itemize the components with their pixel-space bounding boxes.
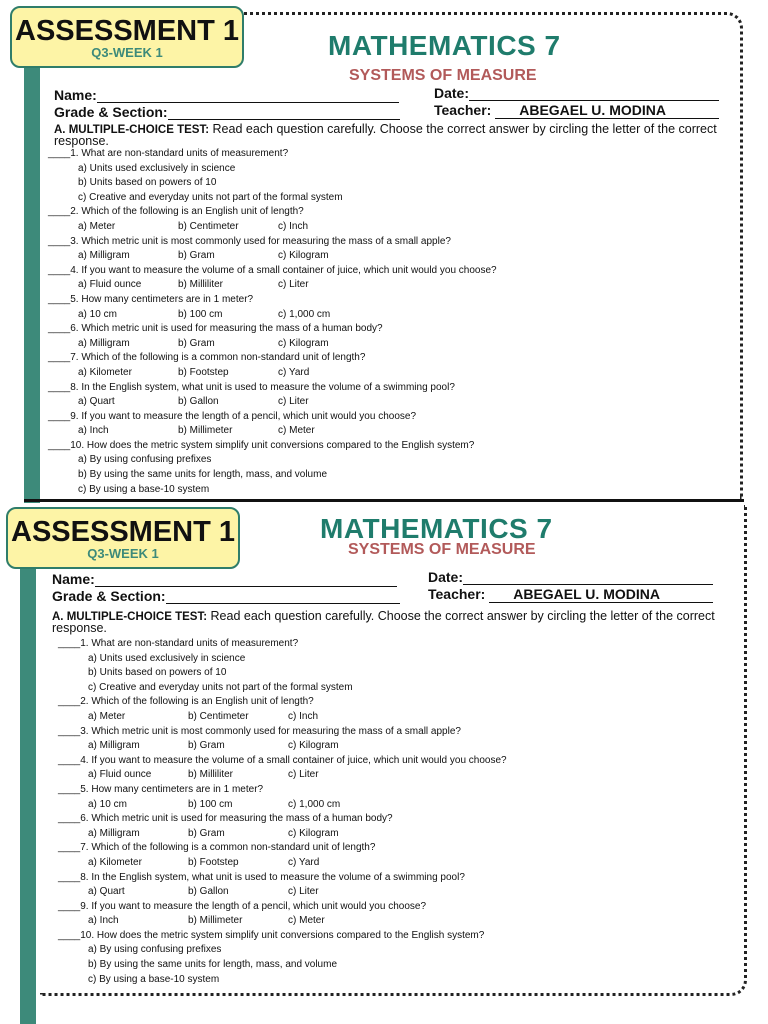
q2-option-a[interactable]: a) Meter: [78, 220, 116, 232]
question-3: ____3. Which metric unit is most commonly used for measuring the mass of a small apple?: [58, 725, 461, 737]
q5-option-b[interactable]: b) 100 cm: [188, 798, 233, 810]
q7-option-a[interactable]: a) Kilometer: [88, 856, 142, 868]
instructions-text: Read each question carefully. Choose the correct answer by circling the letter of the correct response.: [54, 122, 717, 148]
q2-option-a[interactable]: a) Meter: [88, 710, 126, 722]
q2-option-b[interactable]: b) Centimeter: [188, 710, 249, 722]
q10-option-c[interactable]: c) By using a base-10 system: [78, 483, 210, 495]
q10-option-a[interactable]: a) By using confusing prefixes: [88, 944, 222, 956]
q4-options: [58, 768, 507, 783]
q7-option-c[interactable]: c) Yard: [278, 366, 310, 378]
q9-option-b[interactable]: b) Millimeter: [178, 425, 233, 437]
q8-option-b[interactable]: b) Gallon: [178, 396, 219, 408]
date-label: Date:: [428, 569, 464, 585]
q5-option-c[interactable]: c) 1,000 cm: [288, 798, 341, 810]
assessment-badge: [10, 6, 244, 68]
topic-title: SYSTEMS OF MEASURE: [348, 541, 536, 558]
teacher-value: ABEGAEL U. MODINA: [489, 586, 713, 603]
q6-option-a[interactable]: a) Milligram: [78, 337, 130, 349]
teacher-label: Teacher:: [434, 102, 492, 118]
question-8: ____8. In the English system, what unit is used to measure the volume of a swimming pool?: [48, 381, 455, 393]
badge-subtitle: Q3-WEEK 1: [91, 45, 163, 60]
question-1: ____1. What are non-standard units of measurement?: [48, 148, 289, 159]
instructions-text: Read each question carefully. Choose the correct answer by circling the letter of the correct response.: [52, 609, 715, 635]
question-5: ____5. How many centimeters are in 1 meter?: [48, 293, 254, 305]
question-10: ____10. How does the metric system simplify unit conversions compared to the English system?: [48, 439, 475, 451]
q4-option-a[interactable]: a) Fluid ounce: [78, 279, 142, 291]
q1-option-a[interactable]: a) Units used exclusively in science: [88, 652, 246, 664]
q7-option-b[interactable]: b) Footstep: [178, 366, 229, 378]
worksheet-bottom: [0, 505, 768, 1024]
question-2: ____2. Which of the following is an English unit of length?: [48, 206, 304, 218]
q3-options: [58, 739, 507, 754]
q9-option-b[interactable]: b) Millimeter: [188, 915, 243, 927]
q2-option-b[interactable]: b) Centimeter: [178, 220, 239, 232]
q3-options: [48, 249, 497, 264]
subject-title: MATHEMATICS 7: [320, 513, 553, 544]
question-9: ____9. If you want to measure the length of a pencil, which unit would you choose?: [58, 900, 427, 912]
date-field[interactable]: [434, 85, 719, 101]
instructions-heading: A. MULTIPLE-CHOICE TEST:: [54, 124, 210, 136]
q3-option-b[interactable]: b) Gram: [188, 740, 225, 752]
question-6: ____6. Which metric unit is used for measuring the mass of a human body?: [48, 323, 383, 335]
q10-option-c[interactable]: c) By using a base-10 system: [88, 973, 220, 985]
q8-option-a[interactable]: a) Quart: [78, 396, 115, 408]
q5-option-a[interactable]: a) 10 cm: [88, 798, 127, 810]
question-4: ____4. If you want to measure the volume of a small container of juice, which unit would you choose?: [48, 264, 497, 276]
question-4: ____4. If you want to measure the volume of a small container of juice, which unit would you choose?: [58, 754, 507, 766]
q1-option-b[interactable]: b) Units based on powers of 10: [78, 177, 217, 189]
question-10: ____10. How does the metric system simplify unit conversions compared to the English system?: [58, 929, 485, 941]
q8-options: [48, 395, 497, 410]
q4-option-a[interactable]: a) Fluid ounce: [88, 769, 152, 781]
q8-option-b[interactable]: b) Gallon: [188, 886, 229, 898]
q9-option-c[interactable]: c) Meter: [278, 425, 315, 437]
grade-label: Grade & Section:: [52, 588, 166, 604]
question-5: ____5. How many centimeters are in 1 meter?: [58, 783, 264, 795]
q4-option-c[interactable]: c) Liter: [278, 279, 309, 291]
q8-option-c[interactable]: c) Liter: [278, 396, 309, 408]
grade-field[interactable]: [52, 588, 400, 604]
q1-option-b[interactable]: b) Units based on powers of 10: [88, 667, 227, 679]
teacher-field: [434, 102, 719, 119]
topic-title: SYSTEMS OF MEASURE: [349, 67, 537, 84]
q5-options: [48, 308, 497, 323]
question-7: ____7. Which of the following is a common non-standard unit of length?: [48, 352, 366, 364]
badge-title: ASSESSMENT 1: [15, 15, 239, 47]
q7-option-b[interactable]: b) Footstep: [188, 856, 239, 868]
q5-option-b[interactable]: b) 100 cm: [178, 308, 223, 320]
q9-options: [58, 914, 507, 929]
side-bar: [20, 545, 36, 1024]
q9-option-c[interactable]: c) Meter: [288, 915, 325, 927]
question-8: ____8. In the English system, what unit is used to measure the volume of a swimming pool?: [58, 871, 465, 883]
q7-options: [58, 856, 507, 871]
q9-option-a[interactable]: a) Inch: [78, 425, 109, 437]
q6-option-c[interactable]: c) Kilogram: [278, 337, 329, 349]
instructions-heading: A. MULTIPLE-CHOICE TEST:: [52, 611, 208, 623]
q7-option-a[interactable]: a) Kilometer: [78, 366, 132, 378]
q8-option-a[interactable]: a) Quart: [88, 886, 125, 898]
question-2: ____2. Which of the following is an English unit of length?: [58, 696, 314, 708]
q4-option-b[interactable]: b) Milliliter: [188, 769, 233, 781]
q5-option-c[interactable]: c) 1,000 cm: [278, 308, 331, 320]
instructions: [54, 124, 734, 147]
grade-label: Grade & Section:: [54, 104, 168, 120]
name-field[interactable]: [52, 571, 397, 587]
q4-option-b[interactable]: b) Milliliter: [178, 279, 223, 291]
q5-option-a[interactable]: a) 10 cm: [78, 308, 117, 320]
question-list: [48, 147, 497, 497]
q5-options: [58, 798, 507, 813]
question-9: ____9. If you want to measure the length of a pencil, which unit would you choose?: [48, 410, 417, 422]
question-list: [58, 637, 507, 987]
q3-option-a[interactable]: a) Milligram: [78, 250, 130, 262]
q6-option-a[interactable]: a) Milligram: [88, 827, 140, 839]
question-1: ____1. What are non-standard units of measurement?: [58, 638, 299, 649]
q10-option-a[interactable]: a) By using confusing prefixes: [78, 454, 212, 466]
worksheet-top: [0, 0, 768, 505]
side-bar: [24, 48, 40, 503]
q4-option-c[interactable]: c) Liter: [288, 769, 319, 781]
q8-option-c[interactable]: c) Liter: [288, 886, 319, 898]
subject-title: MATHEMATICS 7: [328, 30, 561, 61]
question-3: ____3. Which metric unit is most commonly used for measuring the mass of a small apple?: [48, 235, 451, 247]
q8-options: [58, 885, 507, 900]
q3-option-b[interactable]: b) Gram: [178, 250, 215, 262]
q2-option-c[interactable]: c) Inch: [278, 220, 309, 232]
q9-options: [48, 424, 497, 439]
badge-subtitle: Q3-WEEK 1: [87, 546, 159, 561]
q1-option-c[interactable]: c) Creative and everyday units not part of the formal system: [78, 191, 343, 203]
q1-option-a[interactable]: a) Units used exclusively in science: [78, 162, 236, 174]
q6-options: [48, 337, 497, 352]
q10-option-b[interactable]: b) By using the same units for length, mass, and volume: [78, 469, 328, 481]
q6-options: [58, 827, 507, 842]
q6-option-b[interactable]: b) Gram: [178, 337, 215, 349]
assessment-badge: [6, 507, 240, 569]
q7-option-c[interactable]: c) Yard: [288, 856, 320, 868]
q3-option-c[interactable]: c) Kilogram: [288, 740, 339, 752]
q6-option-b[interactable]: b) Gram: [188, 827, 225, 839]
date-label: Date:: [434, 85, 470, 101]
teacher-label: Teacher:: [428, 586, 486, 602]
q3-option-c[interactable]: c) Kilogram: [278, 250, 329, 262]
teacher-value: ABEGAEL U. MODINA: [495, 102, 719, 119]
question-7: ____7. Which of the following is a common non-standard unit of length?: [58, 842, 376, 854]
q2-option-c[interactable]: c) Inch: [288, 710, 319, 722]
q2-options: [48, 220, 497, 235]
q3-option-a[interactable]: a) Milligram: [88, 740, 140, 752]
q1-option-c[interactable]: c) Creative and everyday units not part of the formal system: [88, 681, 353, 693]
date-field[interactable]: [428, 569, 713, 585]
teacher-field: [428, 586, 713, 603]
name-label: Name:: [54, 87, 97, 103]
section-divider: [24, 499, 744, 502]
question-6: ____6. Which metric unit is used for measuring the mass of a human body?: [58, 813, 393, 825]
q10-option-b[interactable]: b) By using the same units for length, mass, and volume: [88, 959, 338, 971]
instructions: [52, 611, 732, 634]
q6-option-c[interactable]: c) Kilogram: [288, 827, 339, 839]
q4-options: [48, 278, 497, 293]
q7-options: [48, 366, 497, 381]
q2-options: [58, 710, 507, 725]
name-field[interactable]: [54, 87, 399, 103]
q9-option-a[interactable]: a) Inch: [88, 915, 119, 927]
badge-title: ASSESSMENT 1: [11, 516, 235, 548]
grade-field[interactable]: [54, 104, 400, 120]
name-label: Name:: [52, 571, 95, 587]
